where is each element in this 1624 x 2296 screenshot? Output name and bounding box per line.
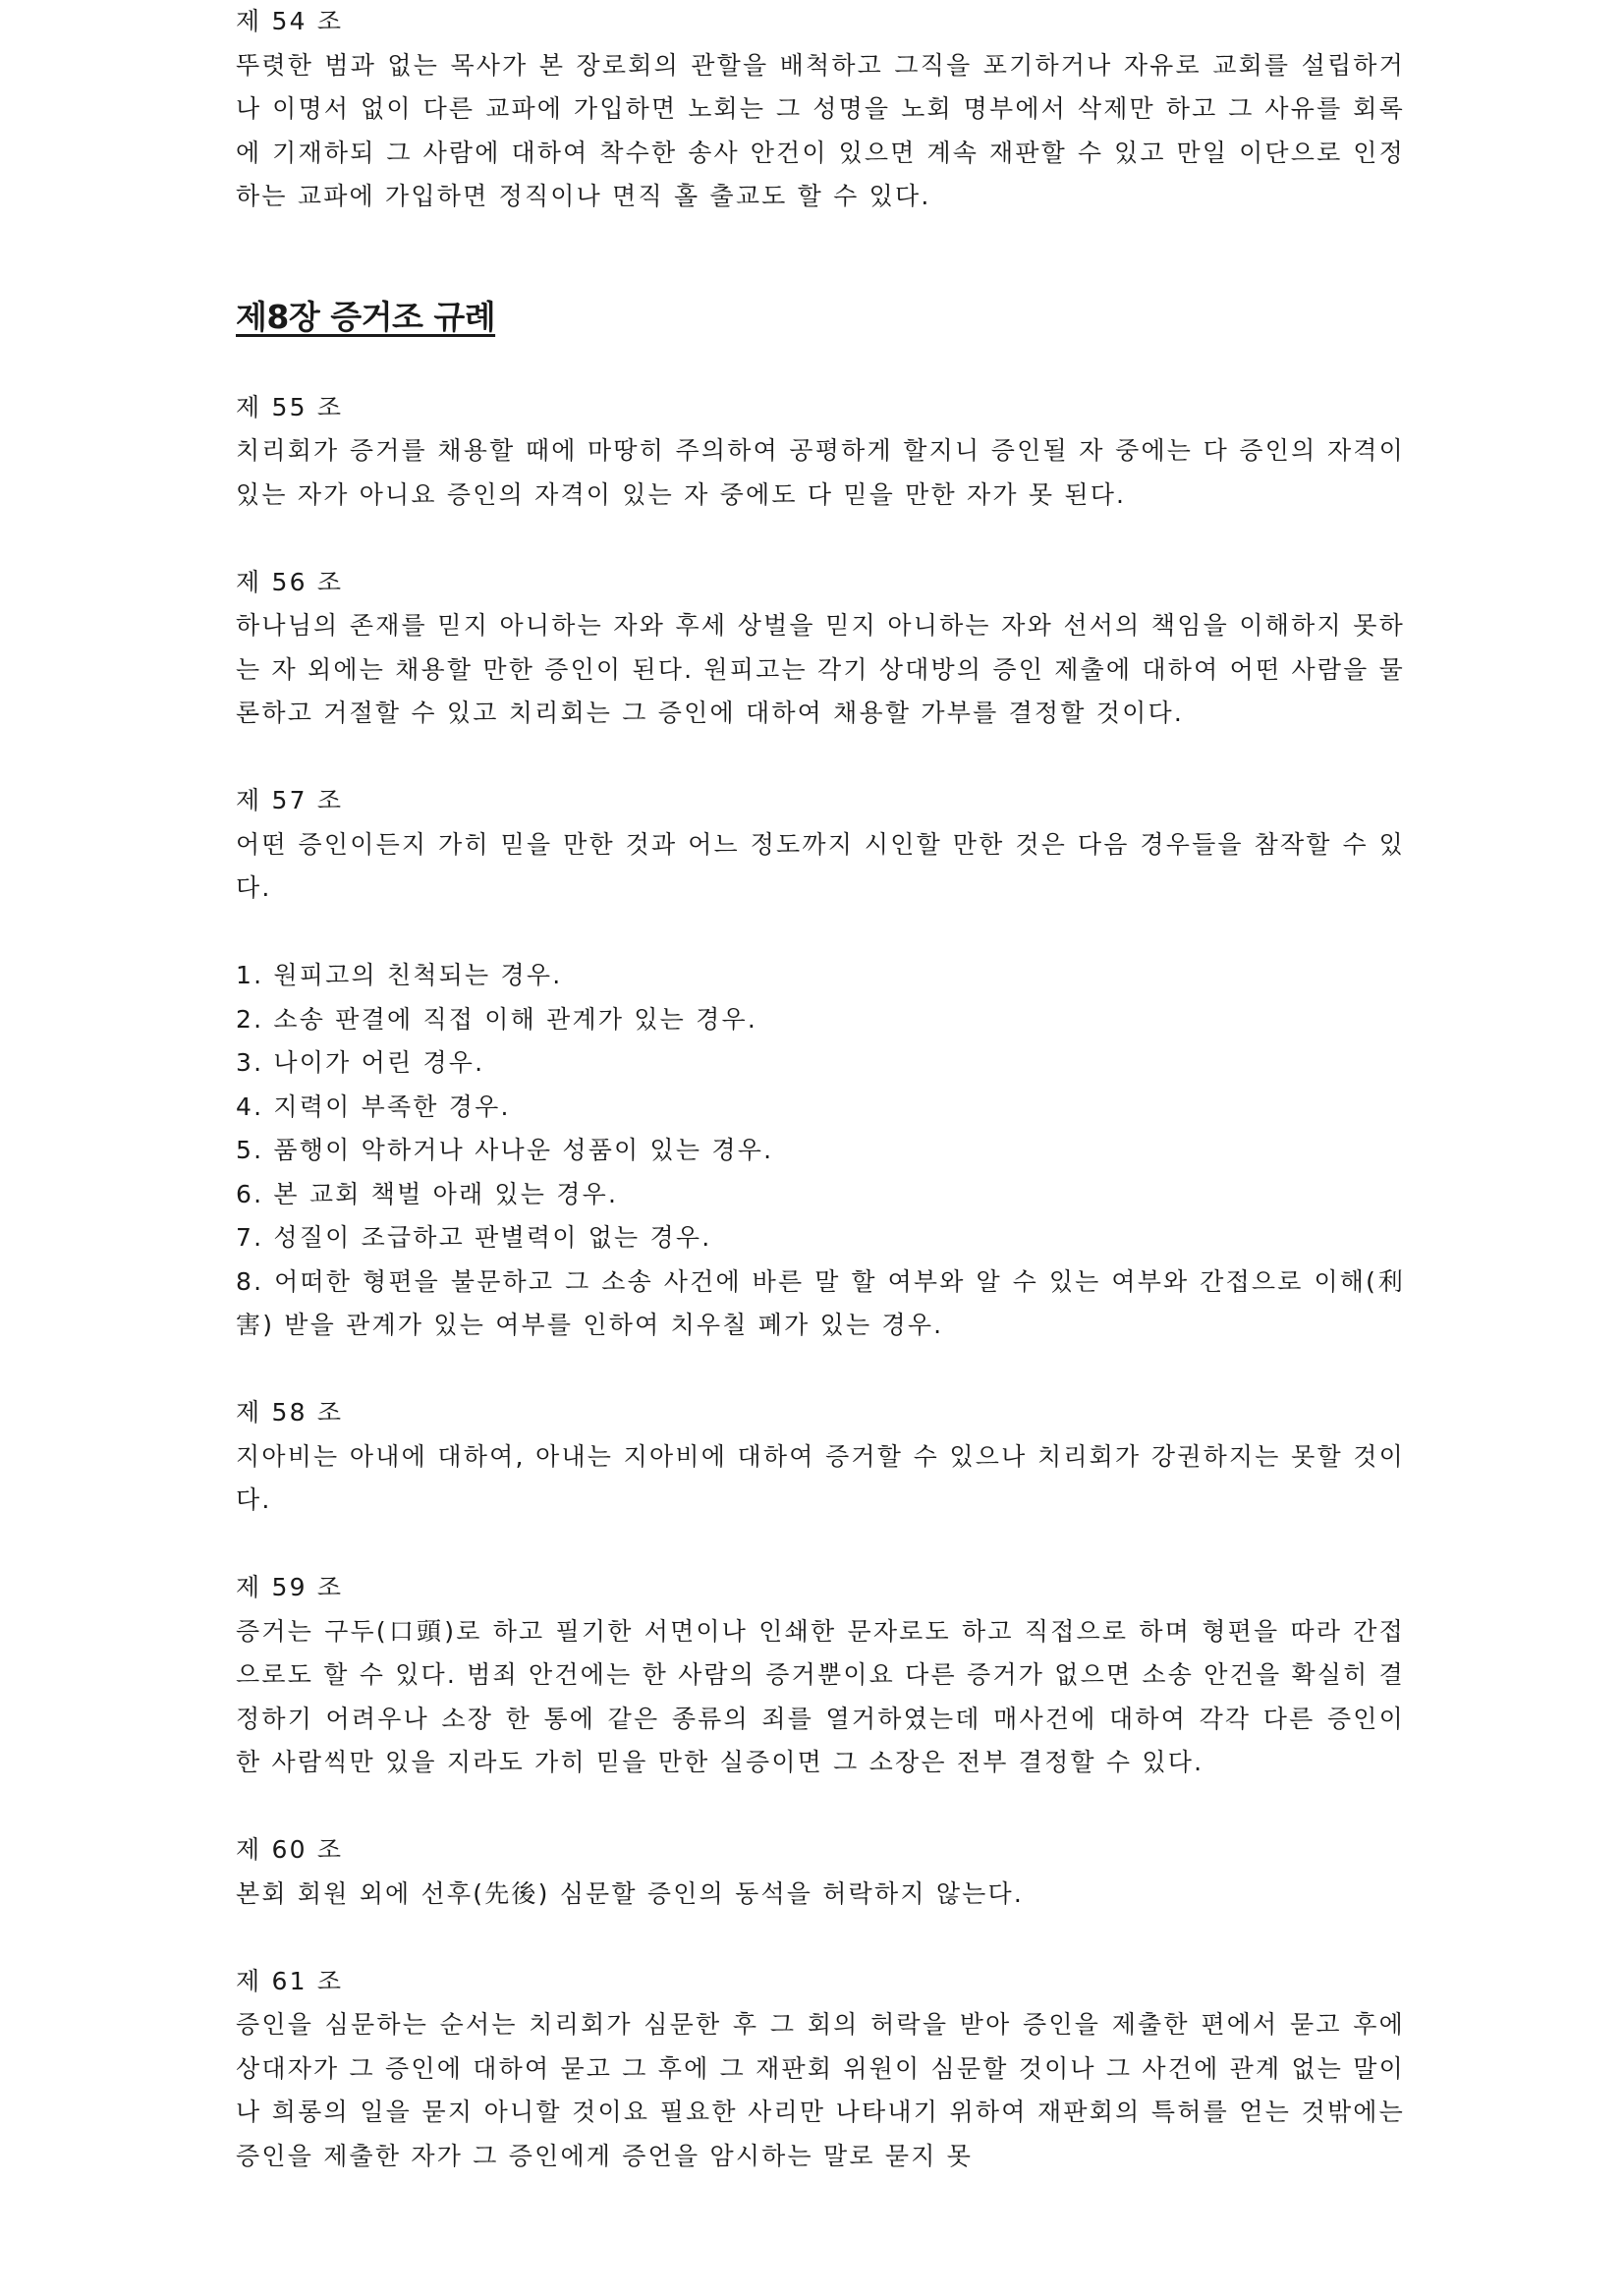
article-text: 증거는 구두(口頭)로 하고 필기한 서면이나 인쇄한 문자로도 하고 직접으로 하며 형편을 따라 간접으로도 할 수 있다. 범죄 안건에는 한 사람의 증거뿐이요 다른 증거가 없으면 소송 안건을 확실히 결정하기 어려우나 소장 한 통에 같은 종류의 죄를 열거하였는데 매사건에 대하여 각각 다른 증인이 한 사람씩만 있을 지라도 가히 믿을 만한 실증이면 그 소장은 전부 결정할 수 있다. (236, 1616, 1406, 1776)
article-number: 제 61 조 (236, 1966, 344, 1995)
article-number: 제 55 조 (236, 392, 344, 421)
document-body (236, 0, 1405, 2178)
list-item: 5. 품행이 악하거나 사나운 성품이 있는 경우. (236, 1136, 774, 1164)
article-text: 치리회가 증거를 채용할 때에 마땅히 주의하여 공평하게 할지니 증인될 자 중에는 다 증인의 자격이 있는 자가 아니요 증인의 자격이 있는 자 중에도 다 믿을 만한 자가 못 된다. (236, 436, 1405, 509)
article-number: 제 56 조 (236, 567, 344, 596)
article-61 (236, 1960, 1405, 2179)
article-55 (236, 386, 1405, 518)
article-56 (236, 561, 1405, 736)
article-text: 뚜렷한 범과 없는 목사가 본 장로회의 관할을 배척하고 그직을 포기하거나 자유로 교회를 설립하거나 이명서 없이 다른 교파에 가입하면 노회는 그 성명을 노회 명부에서 삭제만 하고 그 사유를 회록에 기재하되 그 사람에 대하여 착수한 송사 안건이 있으면 계속 재판할 수 있고 만일 이단으로 인정하는 교파에 가입하면 정직이나 면직 홀 출교도 할 수 있다. (236, 50, 1405, 210)
article-number: 제 54 조 (236, 7, 344, 35)
article-58 (236, 1391, 1405, 1523)
list-item: 6. 본 교회 책벌 아래 있는 경우. (236, 1179, 619, 1208)
list-item: 4. 지력이 부족한 경우. (236, 1092, 511, 1121)
article-text: 지아비는 아내에 대하여, 아내는 지아비에 대하여 증거할 수 있으나 치리회가 강권하지는 못할 것이다. (236, 1441, 1405, 1514)
article-text: 증인을 심문하는 순서는 치리회가 심문한 후 그 회의 허락을 받아 증인을 제출한 편에서 묻고 후에 상대자가 그 증인에 대하여 묻고 그 후에 그 재판회 위원이 심문할 것이나 그 사건에 관계 없는 말이나 희롱의 일을 묻지 아니할 것이요 필요한 사리만 나타내기 위하여 재판회의 특허를 얻는 것밖에는 증인을 제출한 자가 그 증인에게 증언을 암시하는 말로 묻지 못 (236, 2010, 1406, 2170)
list-item: 7. 성질이 조급하고 판별력이 없는 경우. (236, 1223, 712, 1252)
article-text: 어떤 증인이든지 가히 믿을 만한 것과 어느 정도까지 시인할 만한 것은 다음 경우들을 참작할 수 있다. (236, 829, 1405, 902)
article-text: 본회 회원 외에 선후(先後) 심문할 증인의 동석을 허락하지 않는다. (236, 1878, 1025, 1908)
article-57 (236, 779, 1405, 1348)
list-item: 3. 나이가 어린 경우. (236, 1048, 485, 1077)
chapter-heading: 제8장 증거조 규례 (236, 297, 496, 336)
article-number: 제 58 조 (236, 1398, 344, 1427)
condition-list (236, 954, 1405, 1348)
list-item: 2. 소송 판결에 직접 이해 관계가 있는 경우. (236, 1004, 758, 1034)
list-item: 1. 원피고의 친척되는 경우. (236, 961, 563, 989)
article-54 (236, 0, 1405, 219)
article-number: 제 59 조 (236, 1573, 344, 1601)
article-60 (236, 1828, 1405, 1916)
article-text: 하나님의 존재를 믿지 아니하는 자와 후세 상벌을 믿지 아니하는 자와 선서의 책임을 이해하지 못하는 자 외에는 채용할 만한 증인이 된다. 원피고는 각기 상대방의 증인 제출에 대하여 어떤 사람을 물론하고 거절할 수 있고 치리회는 그 증인에 대하여 채용할 가부를 결정할 것이다. (236, 611, 1406, 727)
list-item: 8. 어떠한 형편을 불문하고 그 소송 사건에 바른 말 할 여부와 알 수 있는 여부와 간접으로 이해(利害) 받을 관계가 있는 여부를 인하여 치우칠 폐가 있는 경우. (236, 1266, 1405, 1339)
article-59 (236, 1566, 1405, 1785)
article-number: 제 57 조 (236, 786, 344, 814)
article-number: 제 60 조 (236, 1835, 344, 1864)
